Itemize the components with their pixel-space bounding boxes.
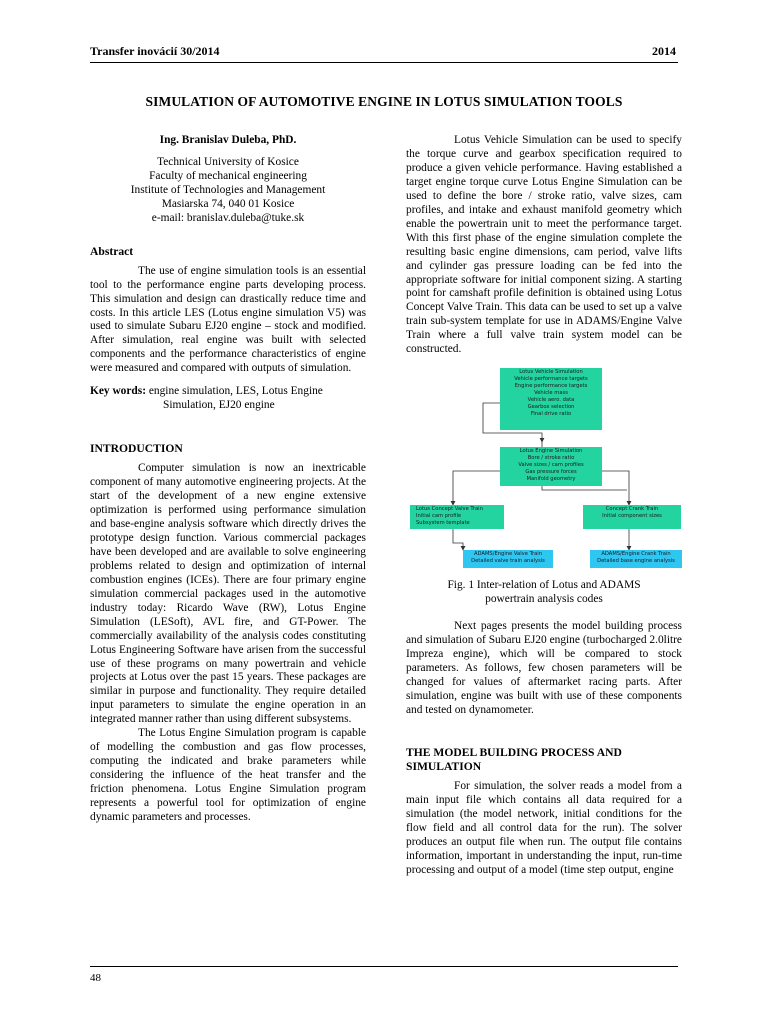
right-column <box>406 134 682 878</box>
concept-valve-train-box <box>410 505 504 529</box>
header-rule <box>90 62 678 63</box>
affiliation-line: Institute of Technologies and Management <box>130 183 326 196</box>
author-email: e-mail: branislav.duleba@tuke.sk <box>151 211 305 224</box>
heading-line: SIMULATION <box>406 759 482 773</box>
heading-line: THE MODEL BUILDING PROCESS AND <box>406 745 622 759</box>
introduction-paragraph: Computer simulation is now an inextricable component of many automotive engineering projects. At the start of the development of a new engine extensive optimization is performed using performance simulation and base-engine analysis software which directly drives the prototype design function. Various commercial packages have been developed and are available to solve engineering problems related to design and optimization of internal combustion engines (ICEs). There are four primary engine simulation commercial packages used in the automotive industry today: Ricardo Wave (RW), Lotus Engine Simulation (LESoft), AVL fire, and GT-Power. The commercially availability of the analysis codes constituting Lotus Engineering Software have arisen from the successful use of these programs on many powertrain and vehicle projects at Lotus over the past 15 years. These packages are similar in purpose and functionality. They require detailed input parameters to simulate the engine operation in an integrated manner rather than using different subsystems. <box>90 462 366 726</box>
box-label: Bore / stroke ratio <box>527 455 575 462</box>
box-label: Engine performance targets <box>514 383 588 390</box>
author-block <box>90 134 366 226</box>
box-label: Initial component sizes <box>602 513 662 520</box>
keywords-label: Key words: <box>90 385 146 398</box>
box-label: Gas pressure forces <box>525 469 577 476</box>
affiliation-line: Technical University of Kosice <box>157 155 299 168</box>
box-label: Detailed valve train analysis <box>471 558 545 565</box>
box-label: ADAMS/Engine Crank Train <box>601 551 671 558</box>
concept-crank-train-box <box>583 505 681 529</box>
box-label: Subsystem template <box>416 520 470 527</box>
body-paragraph: Lotus Vehicle Simulation can be used to specify the torque curve and gearbox specification required to produce a given vehicle performance. Having established a target engine torque curve Lotus Engine Simulation can be used to define the bore / stroke ratio, valve sizes, cam profiles, and intake and exhaust manifold geometry which enable the powertrain unit to meet the performance target. With this first phase of the engine simulation complete the resulting basic engine dimensions, cam period, valve lifts and cylinder gas pressure loading can be fed into the appropriate software for initial component sizing. A starting point for camshaft profile definition is obtained using Lotus Concept Valve Train. This data can be used to set up a valve train sub-system template for use in ADAMS/Engine Valve Train where a full valve train system model can be constructed. <box>406 134 682 356</box>
box-label: Lotus Engine Simulation <box>519 448 583 455</box>
box-label: Vehicle mass <box>534 390 568 397</box>
page-number: 48 <box>90 972 101 984</box>
keywords <box>90 385 366 413</box>
abstract-heading: Abstract <box>90 244 134 258</box>
footer-rule <box>90 966 678 967</box>
paper-title: SIMULATION OF AUTOMOTIVE ENGINE IN LOTUS SIMULATION TOOLS <box>145 94 623 109</box>
box-label: Valve sizes / cam profiles <box>518 462 584 469</box>
box-label: Vehicle aero. data <box>527 397 575 404</box>
affiliation-line: Masiarska 74, 040 01 Kosice <box>161 197 295 210</box>
box-label: Initial cam profile <box>416 513 462 520</box>
box-label: Final drive ratio <box>530 411 572 418</box>
left-column <box>90 134 366 825</box>
box-label: ADAMS/Engine Valve Train <box>473 551 543 558</box>
abstract-text: The use of engine simulation tools is an essential tool to the performance engine parts developing process. This simulation and design can drastically reduce time and costs. In this article LES (Lotus engine simulation V5) was used to simulate Subaru EJ20 engine – stock and modified. After simulation, real engine was built with selected components and the performance characteristics of engine were measured and compared with outputs of simulation. <box>90 264 366 375</box>
box-label: Detailed base engine analysis <box>597 558 675 565</box>
body-paragraph: Next pages presents the model building process and simulation of Subaru EJ20 engine (turbocharged 2.0litre Impreza engine), which will be compared to stock parameters. As follows, few chosen parameters will be changed for values of aftermarket racing parts. After simulation, engine was built with use of these components and tested on dynamometer. <box>406 620 682 716</box>
journal-header: Transfer inovácií 30/2014 <box>90 44 220 58</box>
connector-engine-to-crank <box>602 471 629 505</box>
box-label: Vehicle performance targets <box>514 376 588 383</box>
figure-1-diagram <box>406 366 682 578</box>
author-name: Ing. Branislav Duleba, PhD. <box>159 134 297 146</box>
keywords-line-1: engine simulation, LES, Lotus Engine <box>148 385 323 398</box>
caption-line: Fig. 1 Inter-relation of Lotus and ADAMS <box>447 579 641 592</box>
box-label: Lotus Concept Valve Train <box>416 506 483 513</box>
keywords-line-2: Simulation, EJ20 engine <box>163 399 275 412</box>
vehicle-simulation-box <box>500 368 602 430</box>
box-label: Concept Crank Train <box>605 506 659 513</box>
adams-crank-train-box <box>590 550 682 568</box>
body-paragraph: For simulation, the solver reads a model from a main input file which contains all data required for a simulation (the model network, initial conditions for the flow field and all control data for the run). The solver produces an output file when run. The output file contains information, important in understanding the input, run-time processing and output of a model (time step output, engine <box>406 779 682 876</box>
caption-line: powertrain analysis codes <box>485 593 603 606</box>
header-year: 2014 <box>652 44 676 58</box>
connector-engine-to-valve <box>453 471 500 505</box>
affiliation-line: Faculty of mechanical engineering <box>149 169 307 182</box>
box-label: Gearbox selection <box>527 404 575 411</box>
model-section-heading <box>406 746 682 774</box>
figure-caption <box>406 578 682 606</box>
box-label: Lotus Vehicle Simulation <box>519 369 583 376</box>
box-label: Manifold geometry <box>526 476 576 483</box>
connector-valve-to-adams <box>453 527 463 550</box>
adams-valve-train-box <box>463 550 553 568</box>
introduction-heading: INTRODUCTION <box>90 442 183 456</box>
engine-simulation-box <box>500 447 602 486</box>
introduction-paragraph: The Lotus Engine Simulation program is capable of modelling the combustion and gas flow processes, computing the indicated and brake parameters while considering the influence of the heat transfer and the friction phenomena. Lotus Engine Simulation program represents a powerful tool for optimization of engine dynamic parameters and processes. <box>90 727 366 823</box>
